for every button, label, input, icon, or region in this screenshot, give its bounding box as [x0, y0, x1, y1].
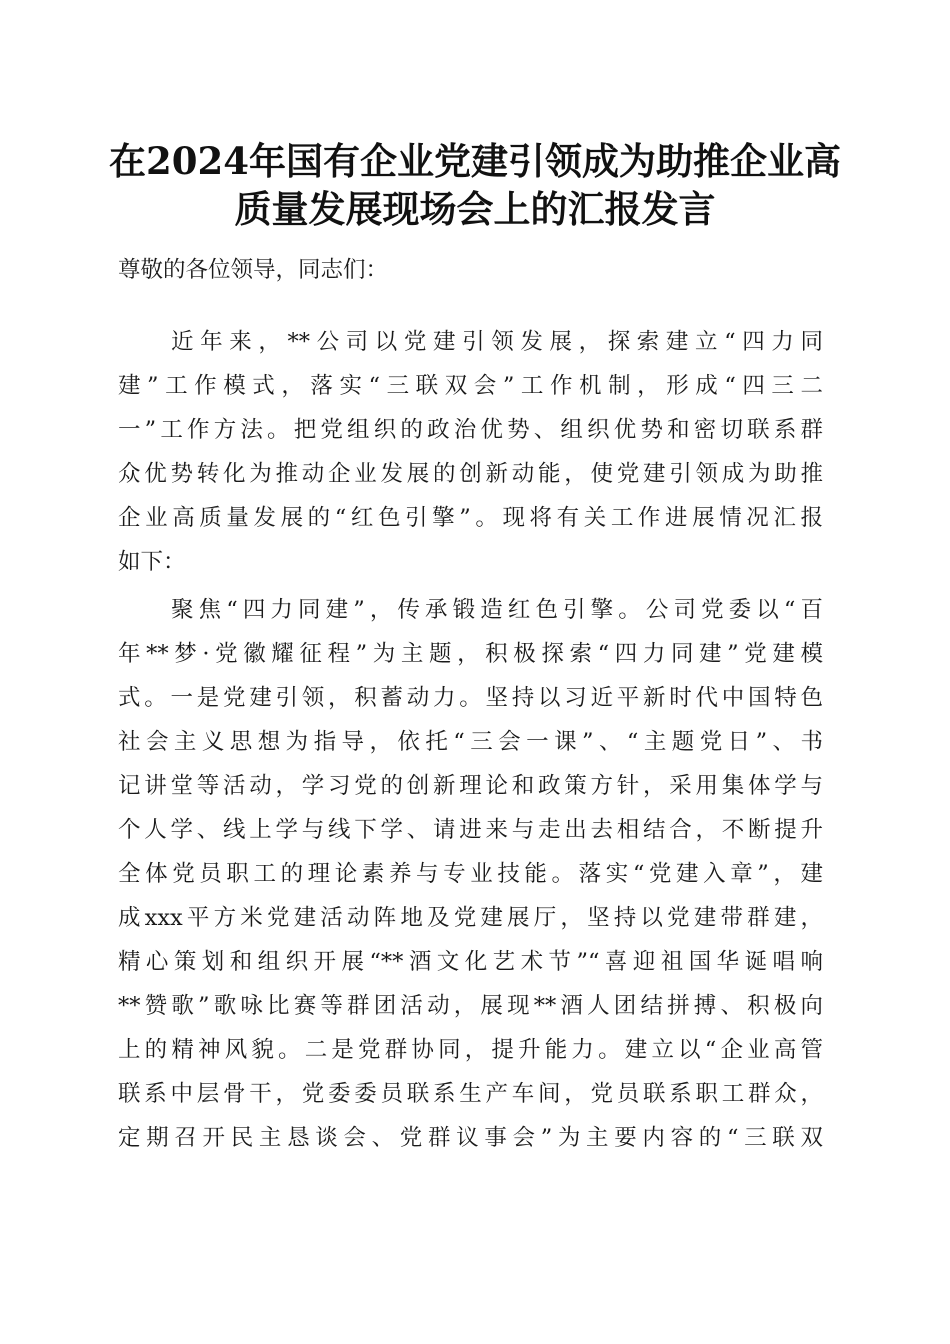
paragraph-2-line: 个人学、线上学与线下学、请进来与走出去相结合，不断提升 — [118, 817, 823, 843]
paragraph-2-line: 精心策划和组织开展“**酒文化艺术节”“喜迎祖国华诞唱响 — [118, 949, 823, 975]
paragraph-2-line: 记讲堂等活动，学习党的创新理论和政策方针，采用集体学与 — [118, 773, 823, 799]
document-title-line-1: 在2024年国有企业党建引领成为助推企业高 — [109, 139, 841, 183]
paragraph-2-line: 定期召开民主恳谈会、党群议事会”为主要内容的“三联双 — [118, 1125, 823, 1151]
paragraph-2-line: 联系中层骨干，党委委员联系生产车间，党员联系职工群众， — [118, 1081, 823, 1107]
paragraph-1-line: 近年来，**公司以党建引领发展，探索建立“四力同 — [171, 329, 823, 355]
paragraph-2-line: 上的精神风貌。二是党群协同，提升能力。建立以“企业高管 — [118, 1037, 823, 1063]
paragraph-1-line: 建”工作模式，落实“三联双会”工作机制，形成“四三二 — [118, 373, 823, 399]
paragraph-1-line: 如下： — [118, 549, 186, 575]
paragraph-2-line: 社会主义思想为指导，依托“三会一课”、“主题党日”、书 — [118, 729, 823, 755]
paragraph-2-line: 聚焦“四力同建”，传承锻造红色引擎。公司党委以“百 — [171, 597, 823, 623]
paragraph-2-line: 年**梦·党徽耀征程”为主题，积极探索“四力同建”党建模 — [118, 641, 823, 667]
salutation: 尊敬的各位领导，同志们： — [118, 257, 389, 283]
paragraph-1-line: 一”工作方法。把党组织的政治优势、组织优势和密切联系群 — [118, 417, 823, 443]
paragraph-2-line: 全体党员职工的理论素养与专业技能。落实“党建入章”，建 — [118, 861, 823, 887]
paragraph-2-line: 式。一是党建引领，积蓄动力。坚持以习近平新时代中国特色 — [118, 685, 823, 711]
paragraph-2-line: 成xxx平方米党建活动阵地及党建展厅，坚持以党建带群建， — [118, 905, 823, 931]
document-title-line-2: 质量发展现场会上的汇报发言 — [234, 187, 716, 231]
paragraph-2-line: **赞歌”歌咏比赛等群团活动，展现**酒人团结拼搏、积极向 — [118, 993, 823, 1019]
paragraph-1-line: 企业高质量发展的“红色引擎”。现将有关工作进展情况汇报 — [118, 505, 823, 531]
paragraph-1-line: 众优势转化为推动企业发展的创新动能，使党建引领成为助推 — [118, 461, 823, 487]
